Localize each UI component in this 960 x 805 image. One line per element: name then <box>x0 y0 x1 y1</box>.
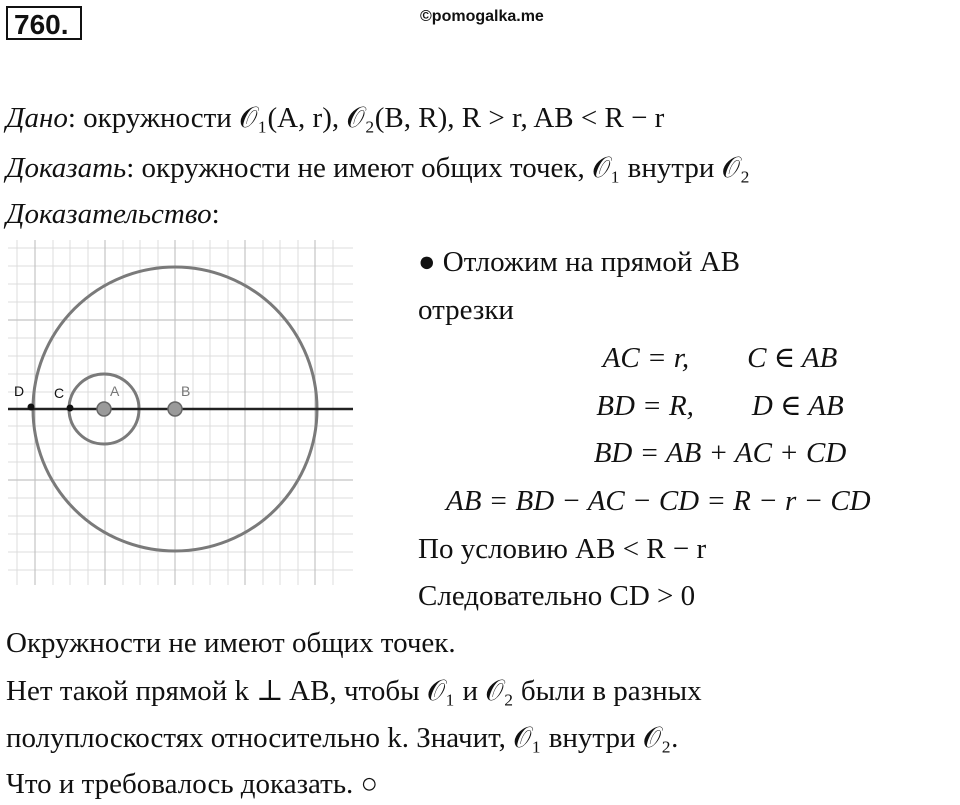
label-c: C <box>54 385 65 401</box>
point-d <box>28 404 35 411</box>
point-c <box>67 405 74 412</box>
conclusion-3: полуплоскостях относительно k. Значит, 𝒪₁ внутри 𝒪₂. <box>6 722 679 754</box>
problem-number-dot: . <box>60 9 69 40</box>
prove-text: : окружности не имеют общих точек, 𝒪₁ внутри 𝒪₂ <box>126 152 751 184</box>
step-1: ● Отложим на прямой AB <box>418 246 740 278</box>
watermark: ©pomogalka.me <box>420 8 544 25</box>
conclusion-1: Окружности не имеют общих точек. <box>6 627 456 659</box>
given-line <box>6 100 664 136</box>
problem-number: 760 <box>14 9 61 40</box>
geometry-figure <box>8 240 353 585</box>
step-7: По условию AB < R − r <box>418 533 707 565</box>
point-b <box>168 402 182 416</box>
step-5: BD = AB + AC + CD <box>593 437 847 469</box>
step-6: AB = BD − AC − CD = R − r − CD <box>446 485 871 517</box>
label-b: B <box>181 383 191 399</box>
prove-label: Доказать <box>6 152 127 184</box>
given-label: Дано <box>6 102 68 134</box>
step-3: AC = r, C ∈ AB <box>602 342 838 374</box>
conclusion-4: Что и требовалось доказать. ○ <box>6 768 379 800</box>
point-a <box>97 402 111 416</box>
proof-label: Доказательство <box>6 198 212 230</box>
step-8: Следовательно CD > 0 <box>418 580 696 612</box>
conclusion-2: Нет такой прямой k ⊥ AB, чтобы 𝒪₁ и 𝒪₂ были в разных <box>6 675 702 707</box>
label-a: A <box>110 383 120 399</box>
label-d: D <box>14 383 25 399</box>
prove-line <box>6 150 750 186</box>
proof-line <box>6 196 220 232</box>
step-2: отрезки <box>418 294 514 326</box>
proof-colon: : <box>211 198 220 230</box>
problem-number-box <box>6 6 82 40</box>
given-text: : окружности 𝒪₁(A, r), 𝒪₂(B, R), R > r, AB < R − r <box>67 102 665 134</box>
step-4: BD = R, D ∈ AB <box>596 390 844 422</box>
